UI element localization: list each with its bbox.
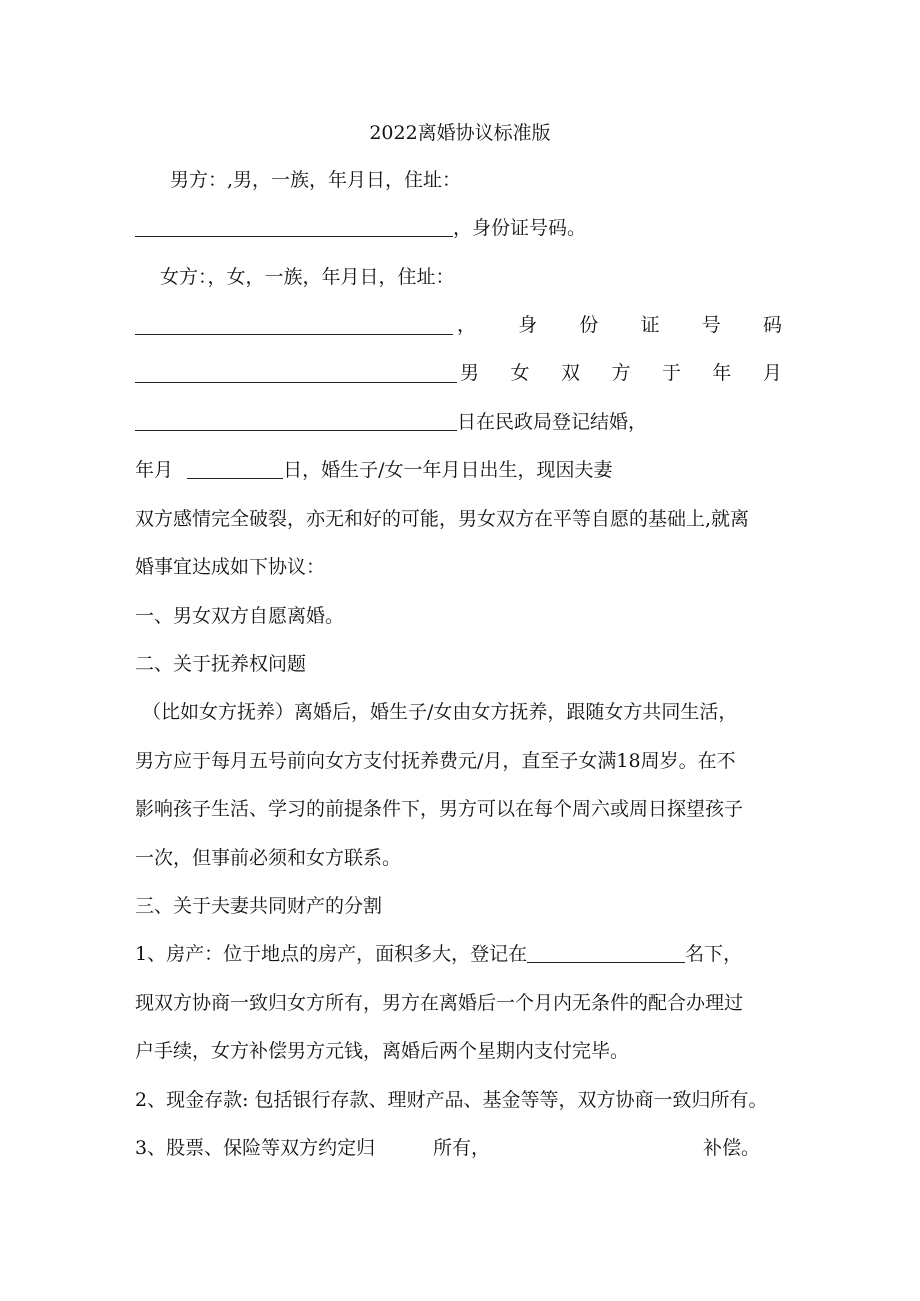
registration-text: 日在民政局登记结婚，: [457, 411, 648, 433]
stock-line: [135, 1133, 785, 1163]
paragraph-line: 双方感情完全破裂，亦无和好的可能，男女双方在平等自愿的基础上,就离: [135, 508, 750, 530]
female-info-line: 女方：，女，一族，年月日，住址：: [160, 266, 455, 288]
custody-line: 男方应于每月五号前向女方支付抚养费元/月，直至子女满18周岁。在不: [135, 750, 736, 772]
marriage-char: 月: [762, 362, 782, 384]
marriage-char: 方: [611, 362, 631, 384]
birth-suffix: 日，婚生子/女一年月日出生，现因夫妻: [283, 459, 613, 481]
female-id-char: 码: [762, 314, 782, 336]
paragraph-line: 婚事宜达成如下协议：: [135, 556, 326, 578]
custody-line: 影响孩子生活、学习的前提条件下，男方可以在每个周六或周日探望孩子: [135, 798, 744, 820]
female-address-line: [135, 310, 785, 340]
marriage-char: 双: [560, 362, 580, 384]
cash-line: 2、现金存款: 包括银行存款、理财产品、基金等等，双方协商一致归所有。: [135, 1089, 768, 1111]
female-id-char: 份: [579, 314, 599, 336]
item-one: 一、男女双方自愿离婚。: [135, 605, 345, 627]
house-prefix: 1、房产：位于地点的房产，面积多大，登记在: [135, 943, 528, 965]
female-id-char: ，: [457, 314, 477, 336]
marriage-char: 男: [460, 362, 480, 384]
male-info-line: 男方：,男，一族，年月日，住址：: [170, 169, 462, 191]
house-owner-blank: [527, 942, 685, 963]
male-address-line: [135, 213, 785, 243]
registration-line: [135, 407, 785, 437]
house-suffix: 名下，: [685, 943, 743, 965]
item-three-heading: 三、关于夫妻共同财产的分割: [135, 895, 383, 917]
house-line: 现双方协商一致归女方所有，男方在离婚后一个月内无条件的配合办理过: [135, 992, 744, 1014]
custody-line: 一次，但事前必须和女方联系。: [135, 847, 402, 869]
marriage-char: 年: [712, 362, 732, 384]
house-line: 户手续，女方补偿男方元钱，离婚后两个星期内支付完毕。: [135, 1040, 630, 1062]
registration-blank: [135, 410, 457, 431]
marriage-date-label: [460, 358, 782, 388]
female-address-blank: [135, 314, 453, 335]
female-id-char: 身: [518, 314, 538, 336]
document-title: 2022离婚协议标准版: [369, 122, 551, 144]
male-address-blank: [135, 216, 453, 237]
marriage-char: 女: [510, 362, 530, 384]
female-id-label: [457, 310, 782, 340]
stock-text-a: 3、股票、保险等双方约定归: [135, 1137, 376, 1159]
stock-text-c: 补偿。: [703, 1137, 761, 1159]
house-line: [135, 939, 785, 969]
stock-text-b: 所有，: [433, 1137, 491, 1159]
birth-line: [135, 455, 785, 485]
marriage-char: 于: [661, 362, 681, 384]
birth-blank: [187, 458, 283, 479]
female-id-char: 号: [701, 314, 721, 336]
custody-line: （比如女方抚养）离婚后，婚生子/女由女方抚养，跟随女方共同生活，: [142, 701, 738, 723]
male-id-text: ，身份证号码。: [453, 217, 587, 239]
birth-prefix: 年月: [135, 459, 174, 481]
item-two-heading: 二、关于抚养权问题: [135, 653, 307, 675]
female-id-char: 证: [640, 314, 660, 336]
marriage-line: [135, 358, 785, 388]
female-id-blank: [135, 362, 457, 383]
